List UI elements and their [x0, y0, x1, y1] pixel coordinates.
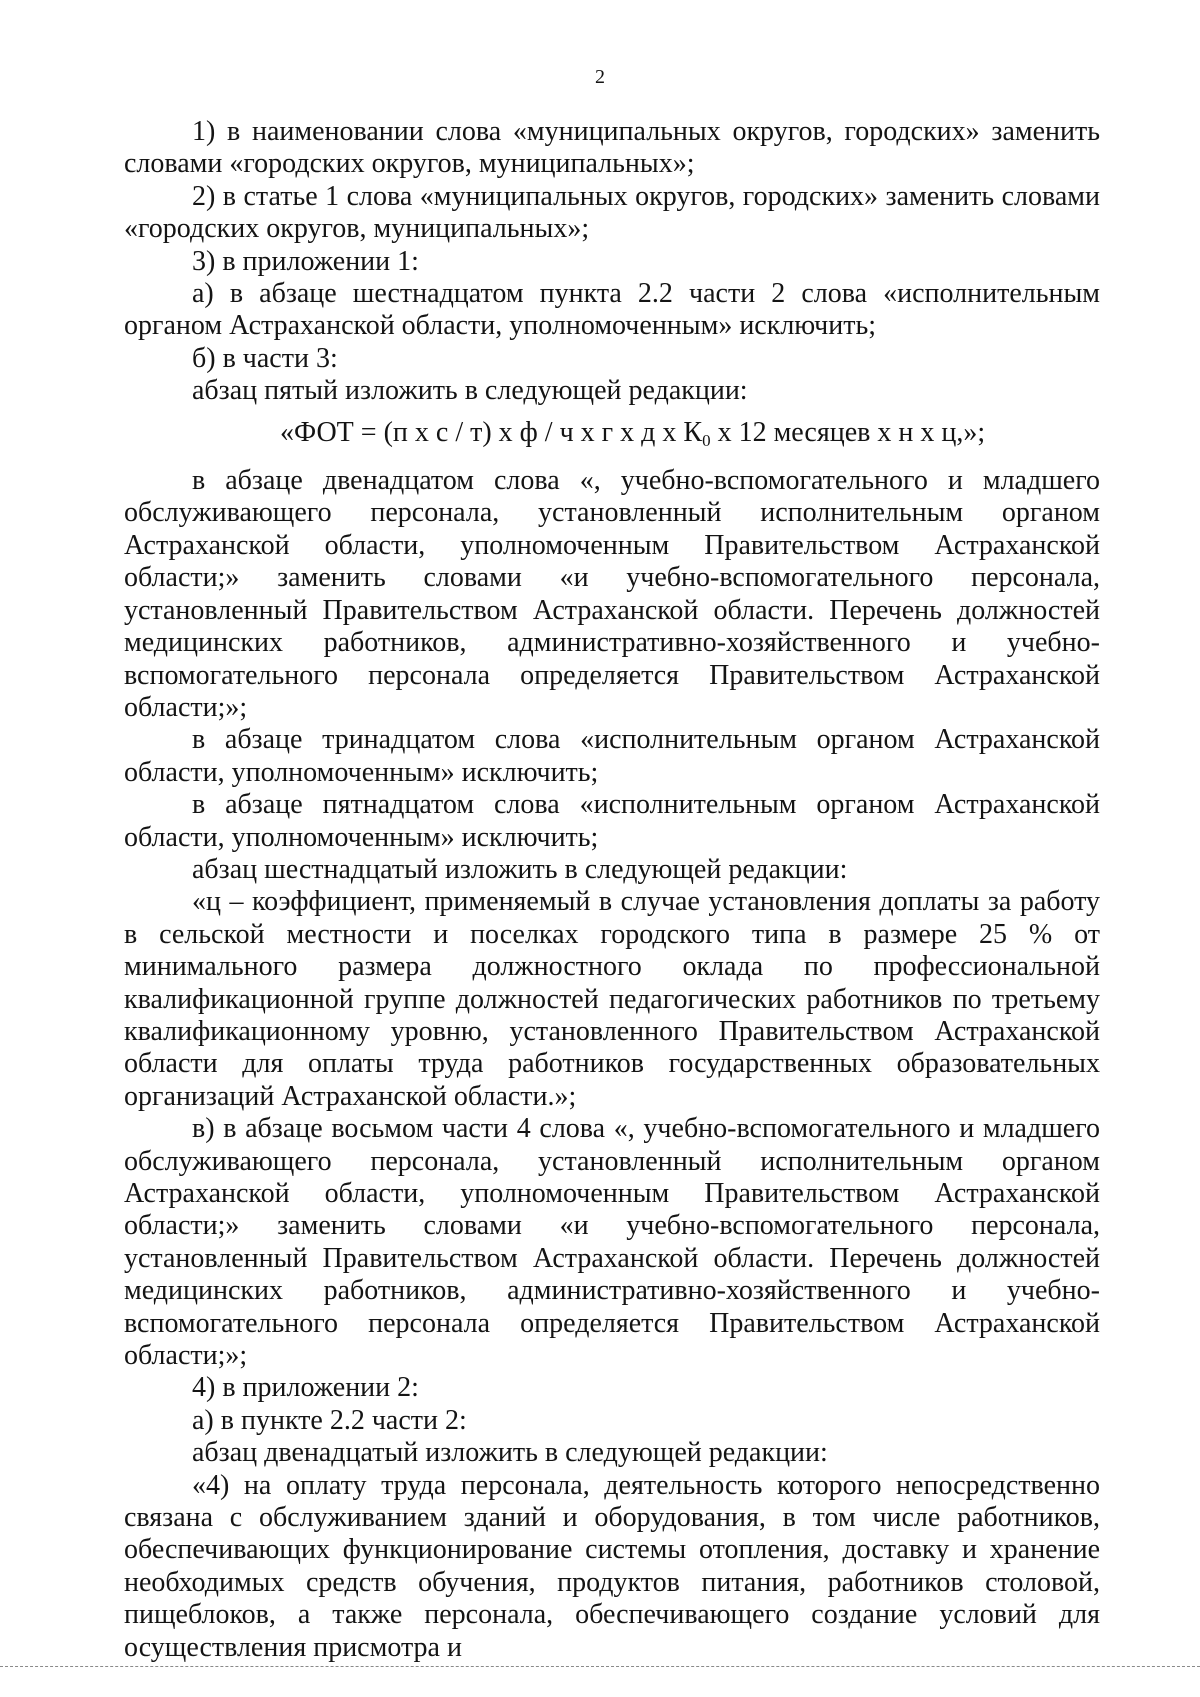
paragraph: 3) в приложении 1: — [192, 245, 419, 277]
paragraph: 4) в приложении 2: — [192, 1372, 419, 1404]
formula — [124, 417, 1100, 449]
paragraph: б) в части 3: — [192, 342, 338, 374]
paragraph: в абзаце двенадцатом слова «, учебно-вспомогательного и младшего обслуживающего персонала, установленный исполнительным органом Астраханской области, уполномоченным Правительством Астраханской области;» заменить словами «и учебно-вспомогательного персонала, установленный Правительством Астраханской области. Перечень должностей медицинских работников, административно-хозяйственного и учебно-вспомогательного персонала определяется Правительством Астраханской области;»; — [124, 465, 1100, 723]
paragraph: абзац пятый изложить в следующей редакции: — [192, 375, 748, 407]
paragraph: в абзаце тринадцатом слова «исполнительным органом Астраханской области, уполномоченным» исключить; — [124, 724, 1100, 788]
document-body — [124, 116, 1100, 1664]
page-bottom-rule — [0, 1666, 1200, 1667]
formula-text-end: х 12 месяцев х н х ц,»; — [710, 416, 986, 448]
paragraph: 2) в статье 1 слова «муниципальных округов, городских» заменить словами «городских округов, муниципальных»; — [124, 180, 1100, 245]
paragraph: а) в пункте 2.2 части 2: — [192, 1404, 467, 1436]
paragraph: а) в абзаце шестнадцатом пункта 2.2 части 2 слова «исполнительным органом Астраханской области, уполномоченным» исключить; — [124, 278, 1100, 342]
paragraph: 1) в наименовании слова «муниципальных округов, городских» заменить словами «городских округов, муниципальных»; — [124, 116, 1100, 180]
paragraph: в абзаце пятнадцатом слова «исполнительным органом Астраханской области, уполномоченным» исключить; — [124, 789, 1100, 853]
paragraph: «ц – коэффициент, применяемый в случае установления доплаты за работу в сельской местности и поселках городского типа в размере 25 % от минимального размера должностного оклада по профессиональной квалификационной группе должностей педагогических работников по третьему квалификационному уровню, установленного Правительством Астраханской области для оплаты труда работников государственных образовательных организаций Астраханской области.»; — [124, 886, 1100, 1112]
formula-text: «ФОТ = (п х с / т) х ф / ч х г х д х К — [280, 416, 703, 448]
paragraph: «4) на оплату труда персонала, деятельность которого непосредственно связана с обслуживанием зданий и оборудования, в том числе работников, обеспечивающих функционирование системы отопления, доставку и хранение необходимых средств обучения, продуктов питания, работников столовой, пищеблоков, а также персонала, обеспечивающего создание условий для осуществления присмотра и — [124, 1469, 1100, 1663]
paragraph: абзац двенадцатый изложить в следующей редакции: — [192, 1437, 828, 1469]
page-number: 2 — [595, 66, 605, 88]
formula-subscript: 0 — [702, 430, 711, 450]
paragraph: абзац шестнадцатый изложить в следующей редакции: — [192, 853, 848, 885]
paragraph: в) в абзаце восьмом части 4 слова «, учебно-вспомогательного и младшего обслуживающего персонала, установленный исполнительным органом Астраханской области, уполномоченным Правительством Астраханской области;» заменить словами «и учебно-вспомогательного персонала, установленный Правительством Астраханской области. Перечень должностей медицинских работников, административно-хозяйственного и учебно-вспомогательного персонала определяется Правительством Астраханской области;»; — [124, 1113, 1100, 1372]
